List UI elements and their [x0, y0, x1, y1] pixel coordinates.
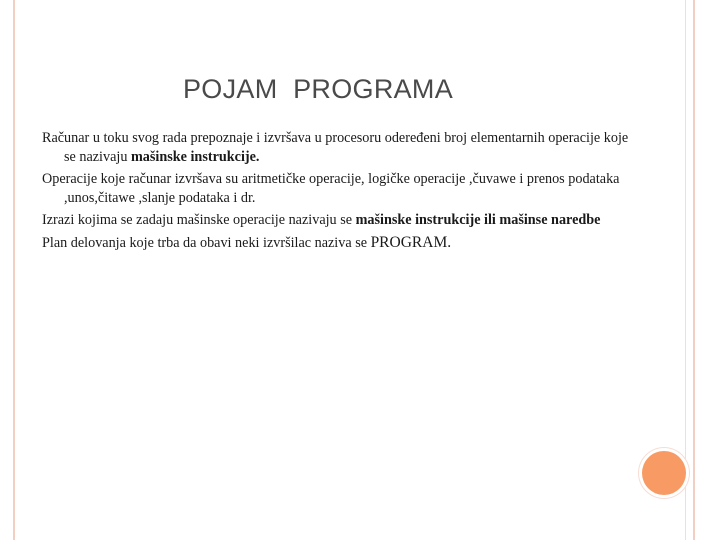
- paragraph-3: [42, 211, 642, 230]
- paragraph-1-emphasis: mašinske instrukcije.: [130, 149, 260, 165]
- paragraph-3-emphasis: mašinske instrukcije ili mašinse naredbe: [355, 212, 601, 228]
- decorative-dot-icon: [642, 451, 686, 495]
- paragraph-2: [42, 170, 642, 208]
- paragraph-4: [42, 233, 642, 253]
- slide-body: [42, 129, 642, 256]
- paragraph-3-text: Izrazi kojima se zadaju mašinske operacije nazivaju se: [42, 212, 356, 228]
- paragraph-1-text: Računar u toku svog rada prepoznaje i izvršava u procesoru odeređeni broj elementarnih operacije koje se nazivaju: [42, 130, 629, 165]
- slide-title: POJAM PROGRAMA: [183, 74, 454, 104]
- paragraph-4-emphasis: PROGRAM.: [370, 234, 452, 251]
- frame-right-outer-border: [693, 0, 695, 540]
- paragraph-2-text: Operacije koje računar izvršava su aritmetičke operacije, logičke operacije ,čuvawe i prenos podataka ,unos,čitawe ,slanje podataka i dr.: [42, 171, 620, 206]
- paragraph-4-text: Plan delovanja koje trba da obavi neki izvršilac naziva se: [42, 235, 371, 251]
- frame-left-border: [13, 0, 15, 540]
- paragraph-1: [42, 129, 642, 167]
